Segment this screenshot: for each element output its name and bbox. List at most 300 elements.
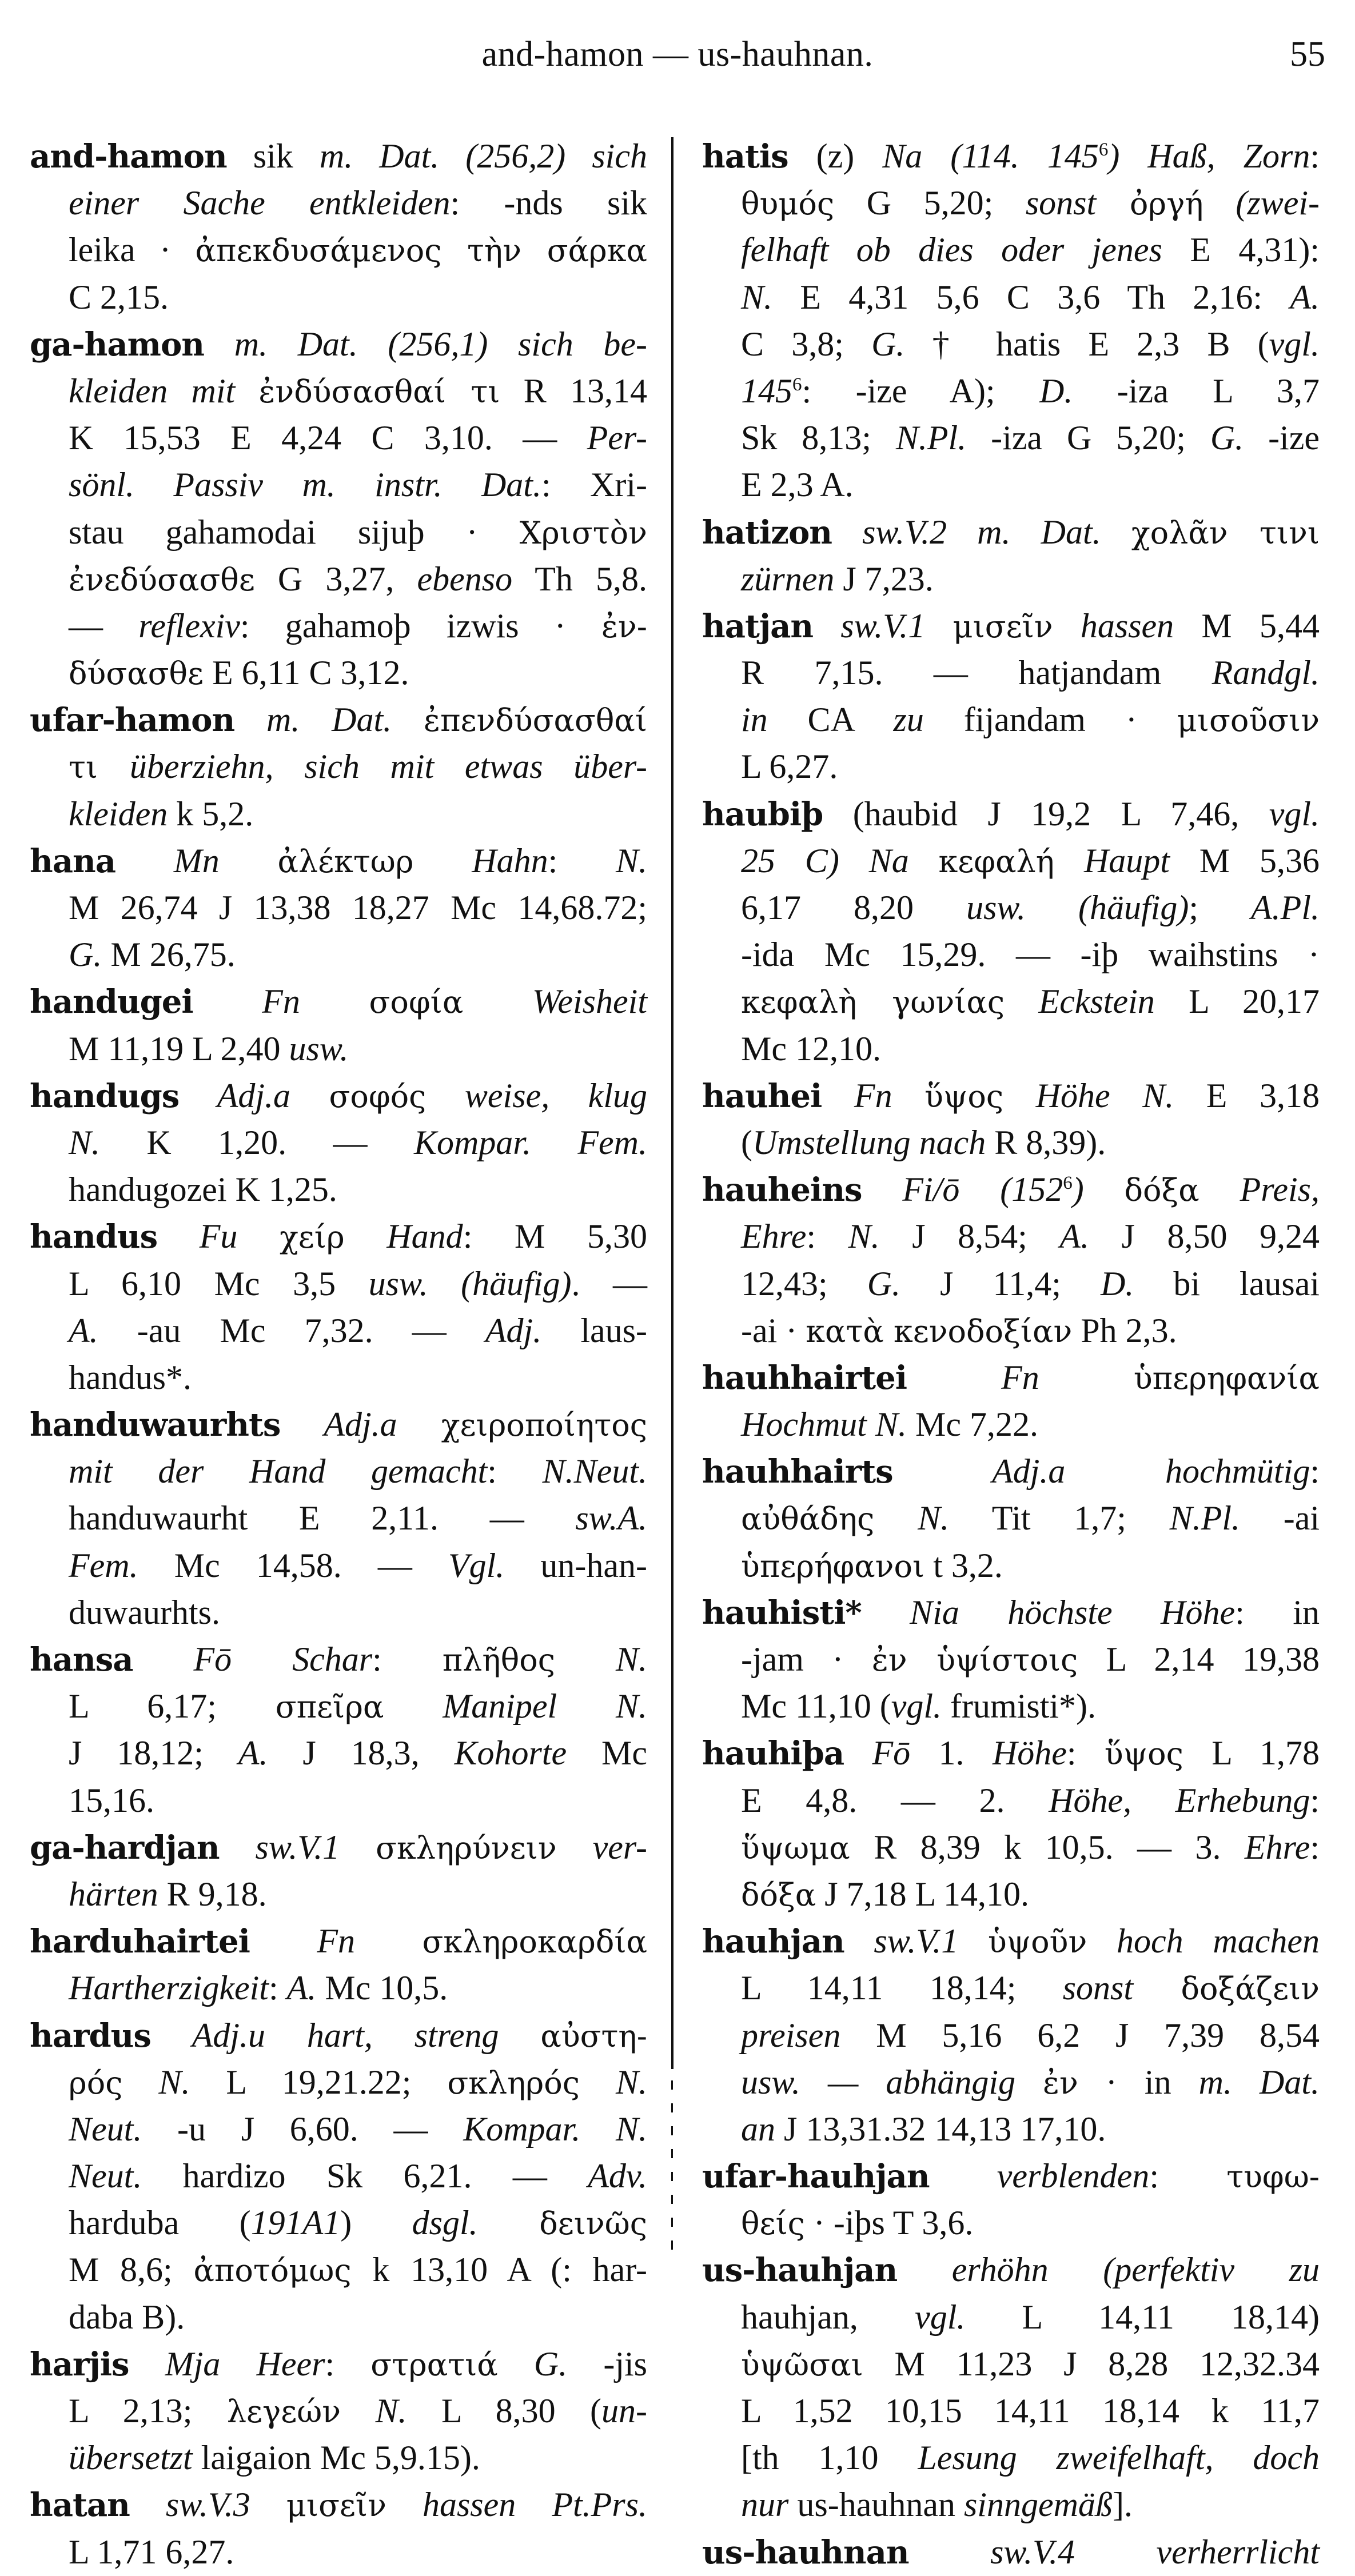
entry-headline bbox=[30, 2481, 647, 2528]
gloss-italic: G. bbox=[497, 2345, 568, 2383]
gloss-italic: sw.A. bbox=[575, 1499, 647, 1537]
entry-headline bbox=[30, 1918, 647, 1964]
text: Mc 7,22. bbox=[906, 1405, 1038, 1444]
text: ( bbox=[741, 1123, 752, 1161]
text: laus- bbox=[541, 1311, 647, 1349]
gloss-italic: hoch machen bbox=[1087, 1922, 1320, 1960]
entry-headline bbox=[702, 2529, 1320, 2575]
headword: hauhhairtei bbox=[702, 1359, 907, 1397]
entry-line bbox=[702, 696, 1320, 743]
headword: harjis bbox=[30, 2345, 129, 2383]
entry-line bbox=[702, 414, 1320, 461]
text: C 2,15. bbox=[69, 278, 169, 316]
greek-text: αὐθάδης bbox=[741, 1501, 875, 1537]
gloss-italic: dsgl. bbox=[412, 2204, 478, 2242]
text: R 9,18. bbox=[158, 1875, 267, 1913]
gloss-italic: m. Dat. bbox=[234, 701, 424, 739]
gloss-italic: D. bbox=[1100, 1264, 1134, 1303]
greek-text: ἀλέκτωρ bbox=[277, 843, 414, 880]
entry-line bbox=[30, 884, 647, 931]
gloss-italic: ebenso bbox=[417, 560, 513, 598]
greek-text: ὑψοῦν bbox=[987, 1924, 1087, 1960]
entry-line bbox=[30, 2387, 647, 2434]
text: L 20,17 bbox=[1154, 983, 1320, 1021]
text: ; bbox=[1189, 889, 1252, 926]
gloss-italic: vgl. bbox=[891, 1687, 942, 1726]
text: -ai · bbox=[741, 1311, 806, 1349]
greek-text: χολᾶν τινι bbox=[1131, 514, 1320, 551]
gloss-italic: Fō Schar bbox=[133, 1640, 373, 1678]
text: K 1,20. — bbox=[100, 1123, 414, 1161]
entry-headline bbox=[702, 1730, 1320, 1776]
gloss-italic: einer Sache entkleiden bbox=[69, 184, 451, 222]
gloss-italic: Preis, bbox=[1199, 1171, 1320, 1209]
text: -jam · bbox=[741, 1640, 872, 1678]
gloss-italic: Neut. bbox=[69, 2110, 142, 2148]
gloss-italic: G. bbox=[871, 325, 905, 363]
gloss-italic: Vgl. bbox=[448, 1546, 505, 1584]
text: E 6,11 C 3,12. bbox=[204, 654, 409, 692]
greek-text: ἐνδύσασθαί τι bbox=[258, 373, 500, 410]
text: Sk 8,13; bbox=[741, 419, 896, 457]
entry-line bbox=[702, 1683, 1320, 1730]
entry-headline bbox=[30, 1401, 647, 1448]
text: E 2,3 A. bbox=[741, 466, 854, 504]
entry-headline bbox=[702, 602, 1320, 649]
entry-line bbox=[702, 1777, 1320, 1824]
greek-text: πλῆθος bbox=[442, 1642, 556, 1678]
gloss-italic: Randgl. bbox=[1211, 654, 1320, 692]
greek-text: κατὰ κενοδοξίαν bbox=[806, 1313, 1073, 1349]
gloss-italic: N.Pl. bbox=[895, 419, 967, 457]
greek-text: ὑπερήφανοι bbox=[741, 1548, 925, 1584]
greek-text: σοφός bbox=[329, 1078, 427, 1115]
gloss-italic: A. bbox=[238, 1734, 268, 1772]
left-column bbox=[30, 133, 647, 2575]
text: : bbox=[372, 1640, 443, 1678]
greek-text: σπεῖρα bbox=[275, 1689, 384, 1726]
gloss-italic: Fn bbox=[822, 1076, 925, 1115]
headword: hatjan bbox=[702, 607, 814, 645]
entry-line bbox=[30, 1260, 647, 1307]
gloss-italic: Kompar. N. bbox=[463, 2110, 647, 2148]
running-head bbox=[0, 34, 1355, 80]
entry-headline bbox=[702, 1918, 1320, 1964]
gloss-italic: A. bbox=[1059, 1217, 1089, 1256]
entry-line bbox=[30, 1542, 647, 1589]
text: J 18,3, bbox=[268, 1734, 455, 1772]
entry-line bbox=[702, 931, 1320, 978]
headword: handus bbox=[30, 1218, 158, 1256]
greek-text: ὑψῶσαι bbox=[741, 2346, 863, 2383]
entry-line bbox=[30, 1448, 647, 1495]
gloss-italic: usw. — abhängig bbox=[741, 2063, 1043, 2101]
gloss-italic: 145 bbox=[741, 372, 792, 410]
entry-line bbox=[702, 1260, 1320, 1307]
entry-headline bbox=[30, 1213, 647, 1260]
headword: handugs bbox=[30, 1077, 180, 1115]
text: J 18,12; bbox=[69, 1734, 238, 1772]
text: t 3,2. bbox=[924, 1546, 1003, 1584]
gloss-italic: erhöhn (perfektiv zu bbox=[897, 2251, 1320, 2289]
text: : M 5,30 bbox=[463, 1217, 647, 1256]
entry-line bbox=[702, 1871, 1320, 1918]
entry-line bbox=[30, 602, 647, 649]
text: Ph 2,3. bbox=[1072, 1311, 1177, 1349]
gloss-italic: überziehn, sich mit etwas über- bbox=[129, 748, 647, 786]
gloss-italic: hassen bbox=[1053, 606, 1174, 645]
greek-text: μισοῦσιν bbox=[1177, 702, 1320, 739]
gloss-italic: sinngemäß bbox=[963, 2486, 1113, 2524]
gloss-italic: Weisheit bbox=[463, 983, 647, 1021]
entry-headline bbox=[702, 1072, 1320, 1119]
entry-line bbox=[702, 556, 1320, 602]
greek-text: Χριστὸν bbox=[519, 514, 647, 551]
gloss-italic: härten bbox=[69, 1875, 158, 1913]
text: : bbox=[1310, 1828, 1320, 1866]
gloss-italic: vgl. bbox=[1269, 794, 1320, 833]
text: Mc 10,5. bbox=[316, 1969, 448, 2007]
greek-text: ὀργή bbox=[1096, 186, 1203, 222]
greek-text: ἐν bbox=[1043, 2064, 1078, 2101]
text: Th 5,8. bbox=[512, 560, 647, 598]
headword: hauhhairts bbox=[702, 1453, 893, 1491]
entry-line bbox=[30, 931, 647, 978]
gloss-italic: Adj.u hart, streng bbox=[150, 2016, 541, 2054]
text: L 2,14 19,38 bbox=[1078, 1640, 1320, 1678]
text: duwaurhts. bbox=[69, 1593, 220, 1631]
headword: hauhiþa bbox=[702, 1735, 844, 1773]
entry-line bbox=[30, 1964, 647, 2011]
gloss-italic: sw.V.1 bbox=[813, 606, 953, 645]
gloss-italic: sw.V.1 bbox=[844, 1922, 988, 1960]
text: -iza G 5,20; bbox=[966, 419, 1210, 457]
gloss-italic: m. Dat. bbox=[1198, 2063, 1320, 2101]
text: M 26,75. bbox=[102, 936, 236, 974]
gloss-italic: vgl. bbox=[1269, 325, 1320, 363]
text: frumisti*). bbox=[942, 1687, 1097, 1726]
gloss-italic: kleiden mit bbox=[69, 372, 259, 410]
headword: handugei bbox=[30, 983, 193, 1021]
text: ) bbox=[340, 2204, 412, 2242]
headword: handuwaurhts bbox=[30, 1406, 281, 1444]
entry-headline bbox=[30, 1072, 647, 1119]
text: -iza L 3,7 bbox=[1073, 372, 1320, 410]
text: : bbox=[487, 1452, 543, 1491]
text: handus*. bbox=[69, 1358, 192, 1396]
entry-line bbox=[30, 790, 647, 837]
entry-line bbox=[702, 743, 1320, 790]
gloss-italic: sönl. Passiv m. instr. Dat. bbox=[69, 466, 541, 504]
greek-text: θείς bbox=[741, 2206, 805, 2242]
entry-headline bbox=[30, 1636, 647, 1683]
entry-line bbox=[702, 1119, 1320, 1166]
entry-line bbox=[30, 414, 647, 461]
text: hauhjan, bbox=[741, 2298, 915, 2336]
gloss-italic: Fn bbox=[193, 983, 369, 1021]
gloss-italic: sonst bbox=[1025, 184, 1097, 222]
text: CA bbox=[767, 701, 894, 739]
entry-line bbox=[702, 321, 1320, 368]
entry-line bbox=[30, 1871, 647, 1918]
gloss-italic: Hand bbox=[344, 1217, 463, 1256]
gloss-italic: Kohorte bbox=[454, 1734, 567, 1772]
gloss-italic: an bbox=[741, 2110, 775, 2148]
gloss-italic: (zwei- bbox=[1203, 184, 1320, 222]
gloss-italic: un- bbox=[601, 2392, 648, 2430]
text: L 19,21.22; bbox=[190, 2063, 448, 2101]
text: stau gahamodai sijuþ · bbox=[69, 513, 520, 551]
column-divider-dashed bbox=[671, 2080, 673, 2252]
text: -ai bbox=[1240, 1499, 1320, 1537]
right-column bbox=[702, 133, 1320, 2575]
gloss-italic: 191A1 bbox=[250, 2204, 341, 2242]
text: L 14,11 18,14; bbox=[741, 1969, 1063, 2007]
text: . — bbox=[571, 1264, 647, 1303]
greek-text: κεφαλή bbox=[938, 843, 1055, 880]
text: handuwaurht E 2,11. — bbox=[69, 1499, 576, 1537]
entry-line bbox=[30, 509, 647, 556]
headword: hana bbox=[30, 842, 115, 880]
text: M 5,36 bbox=[1169, 841, 1320, 880]
entry-headline bbox=[30, 696, 647, 743]
text: us-hauhnan bbox=[788, 2486, 964, 2524]
column-divider bbox=[671, 137, 673, 2069]
entry-headline bbox=[30, 978, 647, 1025]
entry-headline bbox=[702, 509, 1320, 556]
greek-text: ἐν ὑψίστοις bbox=[871, 1642, 1078, 1678]
gloss-italic: N. bbox=[555, 1640, 647, 1678]
entry-line bbox=[30, 1730, 647, 1776]
gloss-italic: übersetzt bbox=[69, 2439, 193, 2477]
gloss-italic: N.Pl. bbox=[1169, 1499, 1241, 1537]
text: : -nds sik bbox=[450, 184, 647, 222]
greek-text: στρατιά bbox=[370, 2346, 498, 2383]
headword: ufar-hamon bbox=[30, 701, 235, 740]
entry-line bbox=[702, 2012, 1320, 2059]
gloss-italic: Kompar. Fem. bbox=[413, 1123, 647, 1161]
entry-line bbox=[702, 2199, 1320, 2246]
headword: harduhairtei bbox=[30, 1923, 250, 1961]
gloss-italic: sw.V.4 verherrlicht bbox=[908, 2533, 1320, 2571]
text: hardizo Sk 6,21. — bbox=[142, 2157, 588, 2195]
greek-text: ρός bbox=[69, 2064, 123, 2101]
gloss-italic: N. bbox=[122, 2063, 190, 2101]
gloss-italic: usw. bbox=[289, 1029, 349, 1068]
greek-text: ἐπενδύσασθαί bbox=[424, 702, 647, 739]
text: : bbox=[1310, 1781, 1320, 1819]
text: · -iþs T 3,6. bbox=[804, 2204, 974, 2242]
gloss-italic: Höhe N. bbox=[1003, 1076, 1174, 1115]
text: [th 1,10 bbox=[741, 2439, 918, 2477]
entry-line bbox=[30, 2106, 647, 2152]
text: : in bbox=[1235, 1593, 1320, 1631]
text: R 13,14 bbox=[500, 372, 647, 410]
headword: us-hauhjan bbox=[702, 2251, 898, 2290]
greek-text: λεγεών bbox=[226, 2394, 341, 2430]
greek-text: ἐν- bbox=[601, 608, 648, 645]
entry-line bbox=[702, 649, 1320, 696]
greek-text: δύσασθε bbox=[69, 656, 204, 692]
gloss-italic: ver- bbox=[556, 1828, 647, 1866]
gloss-italic: hassen Pt.Prs. bbox=[386, 2486, 647, 2524]
greek-text: δεινῶς bbox=[477, 2206, 647, 2242]
entry-line bbox=[30, 1495, 647, 1541]
gloss-italic: N. bbox=[615, 841, 648, 880]
entry-headline bbox=[702, 2246, 1320, 2293]
entry-line bbox=[702, 1495, 1320, 1541]
text: -ida Mc 15,29. — -iþ waihstins · bbox=[741, 936, 1320, 974]
gloss-italic: usw. (häufig) bbox=[368, 1264, 572, 1303]
entry-line bbox=[30, 2529, 647, 2575]
gloss-italic: Ehre bbox=[1244, 1828, 1310, 1866]
entry-line bbox=[30, 2059, 647, 2106]
text: E 4,31): bbox=[1162, 231, 1320, 269]
gloss-italic: ) bbox=[1072, 1171, 1125, 1209]
entry-line bbox=[702, 226, 1320, 273]
text: bi lausai bbox=[1134, 1264, 1320, 1303]
entry-line bbox=[30, 2199, 647, 2246]
gloss-italic: m. Dat. (256,1) sich be- bbox=[204, 325, 647, 363]
entry-line bbox=[30, 1354, 647, 1401]
entry-line bbox=[30, 179, 647, 226]
entry-line bbox=[702, 2106, 1320, 2152]
greek-text: μισεῖν bbox=[286, 2487, 386, 2524]
gloss-italic: D. bbox=[1039, 372, 1073, 410]
text: : bbox=[806, 1217, 848, 1256]
gloss-italic: Per- bbox=[587, 419, 647, 457]
gloss-italic: Adv. bbox=[588, 2157, 647, 2195]
entry-line bbox=[30, 1777, 647, 1824]
entry-line bbox=[702, 2387, 1320, 2434]
entry-headline bbox=[30, 133, 647, 179]
text: G 3,27, bbox=[254, 560, 417, 598]
entry-headline bbox=[702, 1448, 1320, 1495]
text: J 8,50 9,24 bbox=[1089, 1217, 1320, 1256]
gloss-italic: Lesung zweifelhaft, doch bbox=[918, 2439, 1320, 2477]
entry-line bbox=[30, 2246, 647, 2293]
gloss-italic: reflexiv bbox=[138, 606, 240, 645]
entry-headline bbox=[702, 133, 1320, 179]
gloss-italic: Mn bbox=[115, 841, 278, 880]
greek-text: αὐστη- bbox=[540, 2018, 647, 2054]
gloss-italic: nur bbox=[741, 2486, 789, 2524]
gloss-italic: Hahn bbox=[413, 841, 548, 880]
entry-line bbox=[702, 2294, 1320, 2341]
gloss-italic: Neut. bbox=[69, 2157, 142, 2195]
entry-line bbox=[702, 2481, 1320, 2528]
entry-headline bbox=[702, 1589, 1320, 1636]
text: : gahamoþ izwis · bbox=[240, 606, 601, 645]
gloss-italic: usw. (häufig) bbox=[966, 889, 1189, 926]
text: L 8,30 ( bbox=[406, 2392, 602, 2430]
text: Mc bbox=[567, 1734, 647, 1772]
gloss-italic: Fi/ō (152 bbox=[862, 1171, 1063, 1209]
text: M 11,19 L 2,40 bbox=[69, 1029, 289, 1068]
gloss-italic: N. bbox=[580, 2063, 647, 2101]
text: (haubid J 19,2 L 7,46, bbox=[823, 794, 1269, 833]
gloss-italic: Hartherzigkeit bbox=[69, 1969, 269, 2007]
text: L 6,10 Mc 3,5 bbox=[69, 1264, 369, 1303]
text: : bbox=[1149, 2157, 1227, 2195]
entry-line bbox=[702, 368, 1320, 414]
text: Mc 14,58. — bbox=[138, 1546, 448, 1584]
entry-line bbox=[702, 2341, 1320, 2387]
gloss-italic: mit der Hand gemacht bbox=[69, 1452, 488, 1491]
text: k 13,10 A (: har- bbox=[351, 2251, 647, 2289]
gloss-italic: Fu bbox=[157, 1217, 280, 1256]
headword: hauhei bbox=[702, 1077, 822, 1115]
text: : bbox=[268, 1969, 287, 2007]
gloss-italic: Umstellung nach bbox=[752, 1123, 986, 1161]
entry-headline bbox=[30, 321, 647, 368]
text: R 7,15. — hatjandam bbox=[741, 654, 1212, 692]
text: L 1,52 10,15 14,11 18,14 k 11,7 bbox=[741, 2392, 1320, 2430]
text: J 11,4; bbox=[900, 1264, 1101, 1303]
text: R 8,39). bbox=[986, 1123, 1106, 1161]
greek-text: ἀποτόμως bbox=[193, 2252, 352, 2289]
text: un-han- bbox=[504, 1546, 647, 1584]
entry-line bbox=[30, 556, 647, 602]
gloss-italic: verblenden bbox=[929, 2157, 1150, 2195]
text: -jis bbox=[567, 2345, 648, 2383]
entry-line bbox=[30, 2434, 647, 2481]
greek-text: σκληρύνειν bbox=[376, 1830, 557, 1866]
greek-text: μισεῖν bbox=[953, 608, 1053, 645]
entry-line bbox=[702, 978, 1320, 1025]
gloss-italic: N. bbox=[69, 1123, 101, 1161]
text: J 13,31.32 14,13 17,10. bbox=[775, 2110, 1106, 2148]
text: : bbox=[1066, 1734, 1105, 1772]
entry-line bbox=[30, 1119, 647, 1166]
gloss-italic: Adj. bbox=[485, 1311, 542, 1349]
text: k 5,2. bbox=[168, 794, 254, 833]
greek-text: δόξα bbox=[1124, 1172, 1199, 1209]
gloss-italic: weise, klug bbox=[426, 1076, 647, 1115]
entry-line bbox=[30, 2294, 647, 2341]
superscript: 6 bbox=[792, 374, 802, 395]
entry-headline bbox=[30, 1824, 647, 1871]
text: Tit 1,7; bbox=[949, 1499, 1170, 1537]
text: R 8,39 k 10,5. — 3. bbox=[850, 1828, 1245, 1866]
gloss-italic: N. bbox=[874, 1499, 950, 1537]
gloss-italic: zürnen bbox=[741, 560, 835, 598]
gloss-italic: N. bbox=[848, 1217, 880, 1256]
text: M 11,23 J 8,28 12,32.34 bbox=[863, 2345, 1320, 2383]
gloss-italic: vgl. bbox=[915, 2298, 966, 2336]
gloss-italic: Eckstein bbox=[1005, 983, 1155, 1021]
gloss-italic: ) Haß, Zorn bbox=[1108, 137, 1310, 175]
gloss-italic: zu bbox=[893, 701, 924, 739]
text: L 6,27. bbox=[741, 748, 838, 786]
entry-line bbox=[702, 2059, 1320, 2106]
text: J 8,54; bbox=[879, 1217, 1060, 1256]
entry-line bbox=[702, 1542, 1320, 1589]
gloss-italic: A. bbox=[286, 1969, 317, 2007]
text: 1. bbox=[910, 1734, 993, 1772]
headword: hauheins bbox=[702, 1171, 862, 1209]
entry-line bbox=[30, 2152, 647, 2199]
gloss-italic: preisen bbox=[741, 2016, 841, 2054]
text: † hatis E 2,3 B ( bbox=[904, 325, 1269, 363]
text: · in bbox=[1078, 2063, 1199, 2101]
entry-headline bbox=[30, 2012, 647, 2059]
text: : -ize A); bbox=[802, 372, 1040, 410]
superscript: 6 bbox=[1098, 139, 1109, 160]
entry-line bbox=[30, 1307, 647, 1354]
gloss-italic: felhaft ob dies oder jenes bbox=[741, 231, 1162, 269]
text: 6,17 8,20 bbox=[741, 889, 967, 926]
